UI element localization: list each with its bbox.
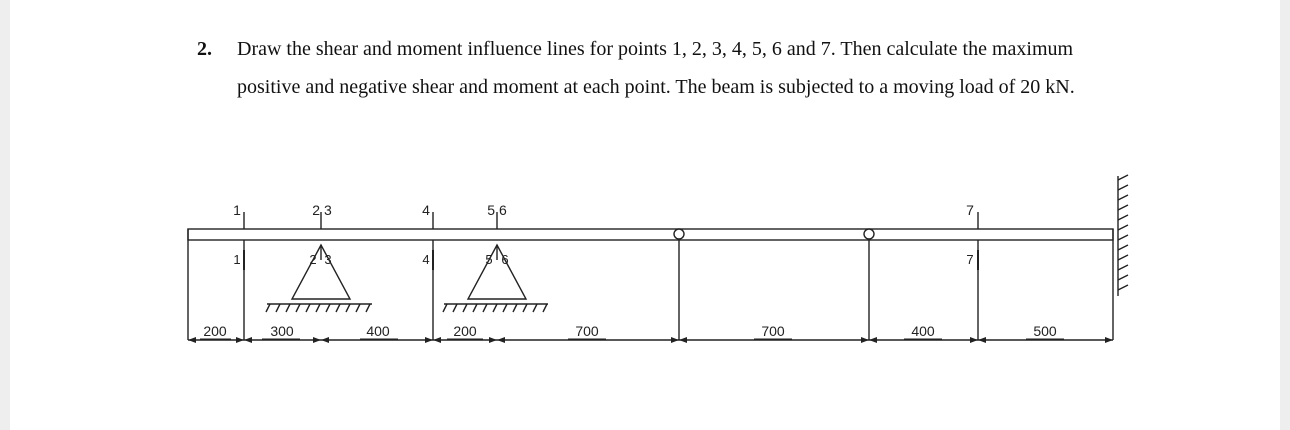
span-dim-3: 400 — [366, 323, 390, 339]
question-number: 2. — [197, 38, 212, 60]
top-label-5-6: 5 6 — [487, 202, 507, 218]
span-dim-5: 700 — [575, 323, 599, 339]
span-dim-1: 200 — [203, 323, 227, 339]
bottom-label-4: 4 — [422, 252, 430, 267]
hinge-a-icon — [674, 229, 684, 239]
top-label-4: 4 — [422, 202, 430, 218]
bottom-label-2: 2 — [309, 252, 317, 267]
top-label-7: 7 — [966, 202, 974, 218]
pin-support-2-icon — [443, 245, 548, 312]
bottom-label-7: 7 — [966, 252, 974, 267]
pin-support-1-icon — [266, 245, 372, 312]
span-dim-6: 700 — [761, 323, 785, 339]
top-label-1: 1 — [233, 202, 241, 218]
span-dim-7: 400 — [911, 323, 935, 339]
fixed-wall-support-icon — [1118, 175, 1128, 296]
span-dim-2: 300 — [270, 323, 294, 339]
question-text-line-2: positive and negative shear and moment at each point. The beam is subjected to a moving load of 20 kN. — [237, 76, 1075, 98]
question-text-line-1: Draw the shear and moment influence lines for points 1, 2, 3, 4, 5, 6 and 7. Then calculate the maximum — [237, 38, 1074, 60]
top-beam — [188, 229, 1113, 240]
span-dim-8: 500 — [1033, 323, 1057, 339]
span-dim-4: 200 — [453, 323, 477, 339]
hinge-b-icon — [864, 229, 874, 239]
top-label-2-3: 2 3 — [312, 202, 332, 218]
bottom-label-5: 5 — [485, 252, 493, 267]
bottom-label-3: 3 — [324, 252, 332, 267]
bottom-label-6: 6 — [501, 252, 509, 267]
bottom-label-1: 1 — [233, 252, 241, 267]
